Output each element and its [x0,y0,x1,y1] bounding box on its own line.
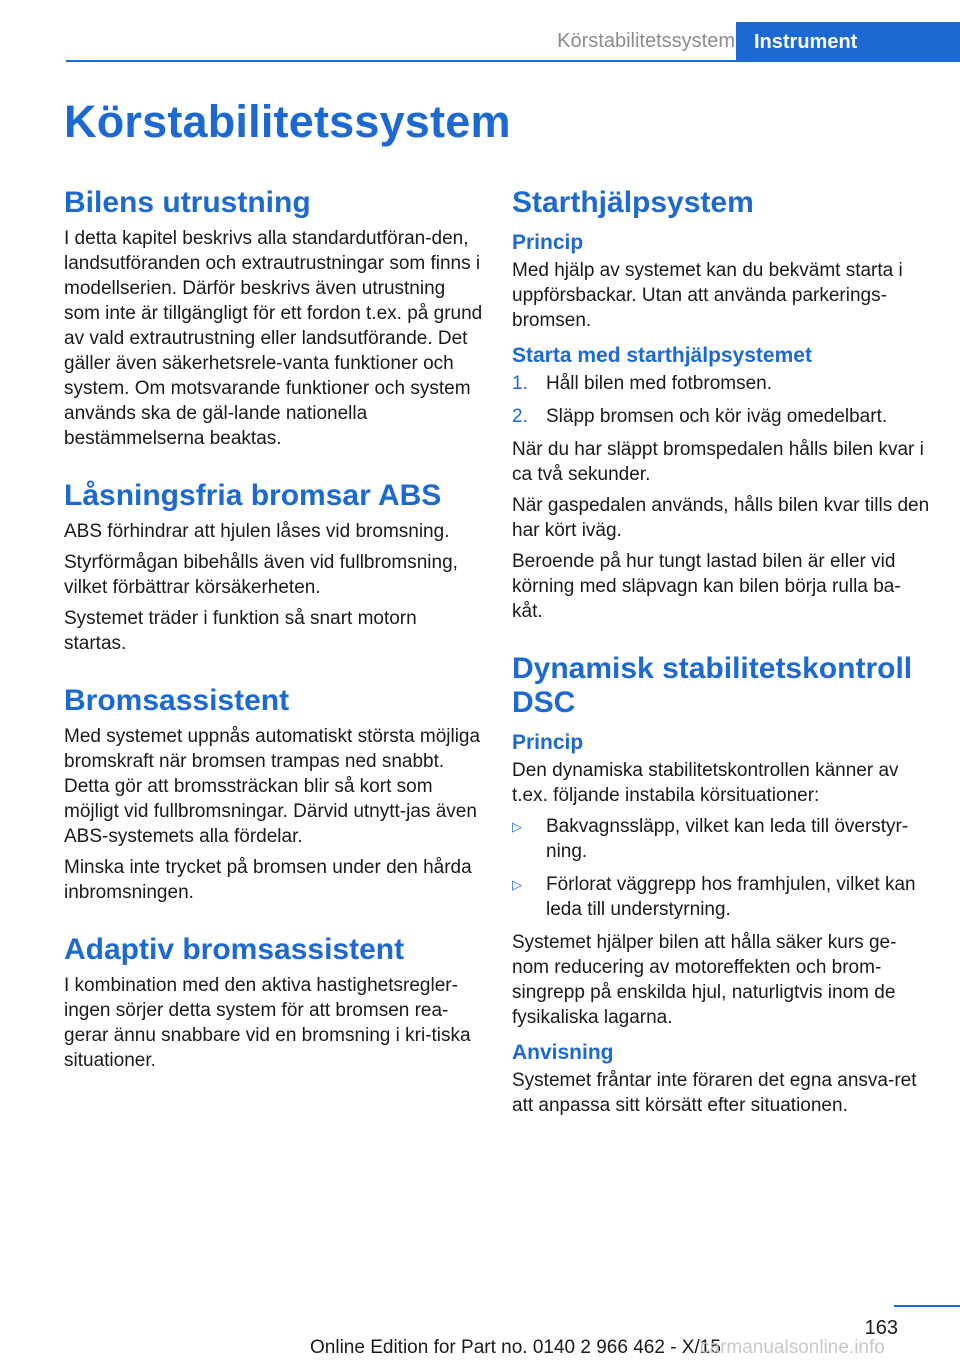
paragraph: Minska inte trycket på bromsen under den hårda inbromsningen. [64,857,472,903]
subheading-princip: Princip [512,731,584,754]
page-header [0,0,960,62]
subheading-anvisning: Anvisning [512,1041,614,1064]
bullet-text: Bakvagnssläpp, vilket kan leda till överstyr‐ning. [546,816,909,862]
heading-abs: Låsningsfria bromsar ABS [64,479,442,512]
heading-adaptiv-bromsassistent: Adaptiv bromsassistent [64,933,405,966]
paragraph: När gaspedalen används, hålls bilen kvar tills den har kört iväg. [512,495,930,541]
steps-list [512,371,930,429]
footer-rule [894,1305,960,1307]
heading-bilens-utrustning: Bilens utrustning [64,186,311,219]
heading-bromsassistent: Bromsassistent [64,684,290,717]
step-text: Håll bilen med fotbromsen. [546,373,772,394]
step-text: Släpp bromsen och kör iväg omedelbart. [546,406,888,427]
list-item [512,371,930,396]
list-item [512,404,930,429]
paragraph: Med systemet uppnås automatiskt största möjliga bromskraft när bromsen trampas ned snabbt. Detta gör att bromssträckan blir så kort som möjligt vid fullbromsningar. Därvid utnytt‐jas även ABS-systemets alla fördelar. [64,726,481,847]
paragraph: Med hjälp av systemet kan du bekvämt starta i uppförsbackar. Utan att använda parkerings‐bromsen. [512,260,903,331]
header-chapter-tab: Instrument [736,22,960,62]
paragraph: I kombination med den aktiva hastighetsregler‐ingen sörjer detta system för att bromsen rea‐gerar ännu snabbare vid en bromsning i kri‐tiska situationer. [64,975,471,1071]
heading-starthjalpsystem: Starthjälpsystem [512,186,754,219]
page-number: 163 [864,1317,898,1339]
header-rule [66,60,960,62]
paragraph: Den dynamiska stabilitetskontrollen känner av t.ex. följande instabila körsituationer: [512,760,899,806]
paragraph: Beroende på hur tungt lastad bilen är eller vid körning med släpvagn kan bilen börja rulla ba‐kåt. [512,551,901,622]
subheading-starta: Starta med starthjälpsystemet [512,344,812,367]
step-number: 1. [512,373,528,394]
triangle-right-icon: ▷ [512,819,522,834]
left-column [64,186,484,1079]
paragraph: Systemet hjälper bilen att hålla säker kurs ge‐nom reducering av motoreffekten och brom‐singrepp på enskilda hjul, naturligtvis inom de fysikaliska lagarna. [512,932,897,1028]
paragraph: Systemet träder i funktion så snart motorn startas. [64,608,417,654]
header-section-label: Körstabilitetssystem [557,30,735,52]
right-column [512,186,930,1124]
step-number: 2. [512,406,528,427]
paragraph: Styrförmågan bibehålls även vid fullbromsning, vilket förbättrar körsäkerheten. [64,552,458,598]
paragraph: Systemet fråntar inte föraren det egna ansva‐ret att anpassa sitt körsätt efter situationen. [512,1070,917,1116]
paragraph: I detta kapitel beskrivs alla standardutföran‐den, landsutföranden och extrautrustningar som finns i modellserien. Därför beskrivs även utrustning som inte är tillgängligt för ett fordon t.ex. på grund av vald extrautrustning eller landsutförande. Det gäller även säkerhetsrele‐vanta funktioner och system. Om motsvarande funktioner och system används ska de gäl‐lande nationella bestämmelserna beaktas. [64,228,483,449]
subheading-princip: Princip [512,231,584,254]
page-title: Körstabilitetssystem [64,96,511,147]
edition-note: Online Edition for Part no. 0140 2 966 462 - X/15 [310,1337,721,1358]
heading-dsc: Dynamisk stabilitetskontroll DSC [512,652,913,719]
list-item [512,814,930,864]
watermark: carmanualsonline.info [700,1337,885,1358]
triangle-right-icon: ▷ [512,877,522,892]
bullet-text: Förlorat väggrepp hos framhjulen, vilket kan leda till understyrning. [546,874,916,920]
list-item [512,872,930,922]
paragraph: ABS förhindrar att hjulen låses vid bromsning. [64,521,450,542]
bullet-list [512,814,930,922]
paragraph: När du har släppt bromspedalen hålls bilen kvar i ca två sekunder. [512,439,924,485]
